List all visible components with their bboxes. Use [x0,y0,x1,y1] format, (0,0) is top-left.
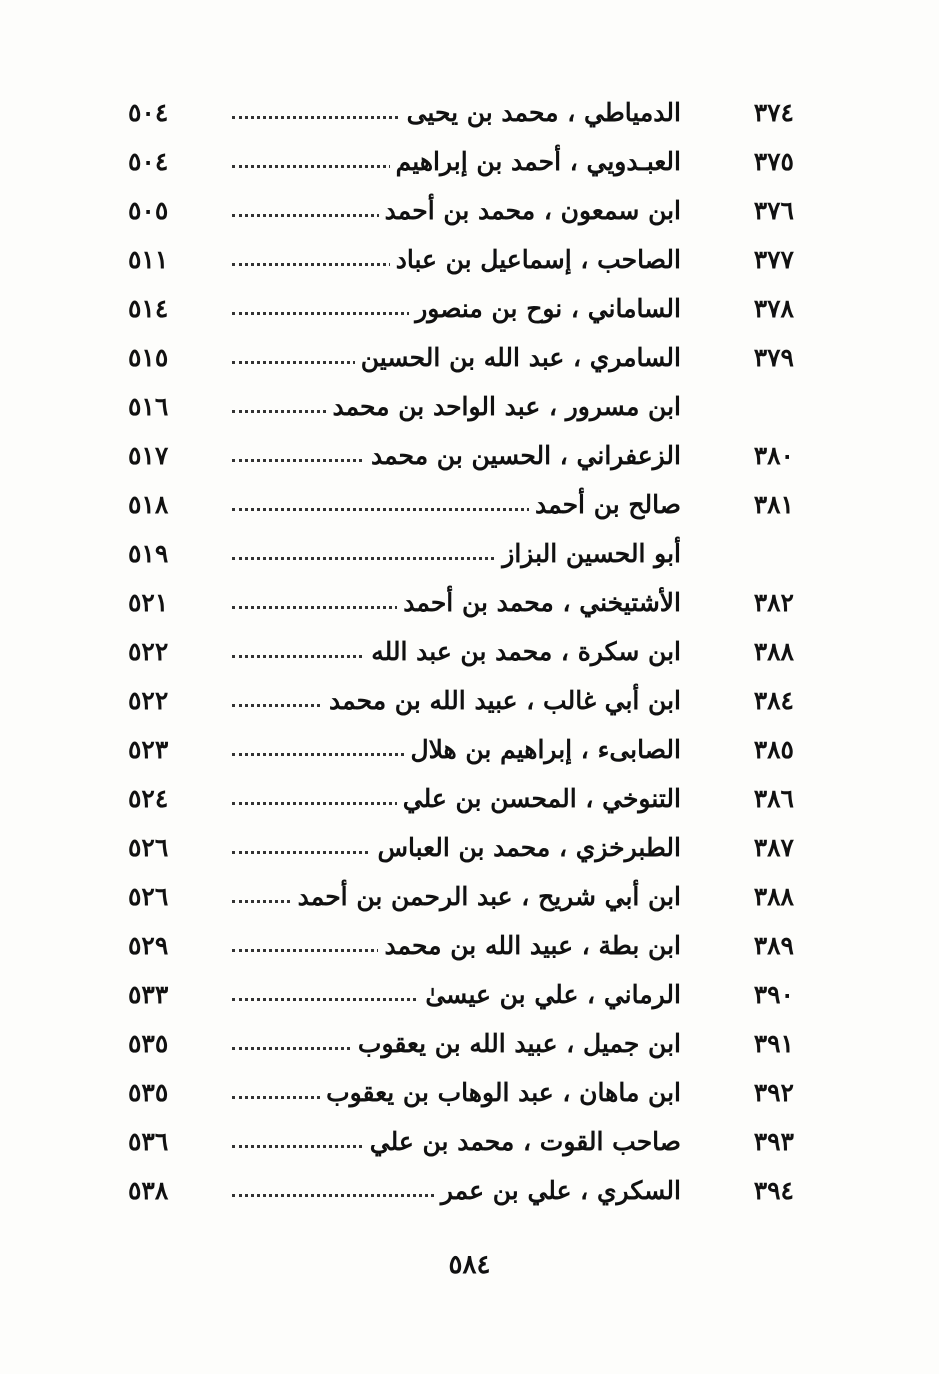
toc-entry [0,976,939,1025]
entry-title: ابن سمعون ، محمد بن أحمد [379,196,681,225]
entry-title: الرماني ، علي بن عيسىٰ [419,980,681,1009]
entry-page: ٥٠٤ [128,147,169,176]
entry-title: ابن سكرة ، محمد بن عبد الله [365,637,681,666]
toc-entry [0,731,939,780]
entry-page: ٥٢٦ [128,882,169,911]
toc-entry [0,682,939,731]
toc-entry [0,927,939,976]
entry-page: ٥١٦ [128,392,169,421]
entry-title: ابن أبي شريح ، عبد الرحمن بن أحمد [292,882,681,911]
entry-title: الساماني ، نوح بن منصور [409,294,681,323]
entry-title: الصابىء ، إبراهيم بن هلال [404,735,681,764]
toc-entry [0,143,939,192]
entry-page: ٥٢١ [128,588,169,617]
toc-entry [0,584,939,633]
toc-entry [0,878,939,927]
entry-number: ٣٨٠ [753,441,794,470]
toc-entry [0,633,939,682]
entry-title: الأشتيخني ، محمد بن أحمد [397,588,681,617]
entry-number: ٣٨٨ [753,882,794,911]
entry-page: ٥١٧ [128,441,169,470]
entry-title: الصاحب ، إسماعيل بن عباد [390,245,681,274]
entry-title: صاحب القوت ، محمد بن علي [364,1127,681,1156]
entry-number: ٣٧٦ [753,196,794,225]
entry-page: ٥٢٢ [128,637,169,666]
entry-title: ابن ماهان ، عبد الوهاب بن يعقوب [320,1078,681,1107]
entry-number: ٣٧٨ [753,294,794,323]
entry-number: ٣٩٠ [753,980,794,1009]
entry-page: ٥١٨ [128,490,169,519]
entry-page: ٥٢٩ [128,931,169,960]
entry-page: ٥٢٤ [128,784,169,813]
toc-entry [0,1172,939,1221]
entry-title: صالح بن أحمد [529,490,681,519]
entry-page: ٥٢٢ [128,686,169,715]
entry-page: ٥٣٨ [128,1176,169,1205]
toc-entry [0,535,939,584]
toc-entry [0,486,939,535]
entry-number: ٣٨٦ [753,784,794,813]
entry-title: ابن أبي غالب ، عبيد الله بن محمد [323,686,681,715]
table-of-contents [0,94,939,1221]
entry-number: ٣٩٣ [753,1127,794,1156]
entry-page: ٥١٥ [128,343,169,372]
entry-page: ٥٣٥ [128,1029,169,1058]
entry-title: الطبرخزي ، محمد بن العباس [371,833,681,862]
entry-number: ٣٨٧ [753,833,794,862]
toc-entry [0,780,939,829]
entry-page: ٥١٤ [128,294,169,323]
entry-page: ٥٣٥ [128,1078,169,1107]
toc-entry [0,241,939,290]
entry-number: ٣٨٢ [753,588,794,617]
entry-number: ٣٨٤ [753,686,794,715]
entry-number: ٣٩١ [753,1029,794,1058]
toc-entry [0,1025,939,1074]
entry-title: السامري ، عبد الله بن الحسين [355,343,681,372]
toc-entry [0,1123,939,1172]
toc-entry [0,829,939,878]
entry-number: ٣٨٩ [753,931,794,960]
entry-number: ٣٧٥ [753,147,794,176]
entry-title: الدمياطي ، محمد بن يحيى [401,98,681,127]
entry-number: ٣٨٥ [753,735,794,764]
entry-title: العبـدويي ، أحمد بن إبراهيم [390,147,681,176]
toc-entry [0,339,939,388]
entry-title: الزعفراني ، الحسين بن محمد [365,441,681,470]
entry-title: ابن مسرور ، عبد الواحد بن محمد [326,392,681,421]
entry-page: ٥٠٤ [128,98,169,127]
entry-page: ٥٠٥ [128,196,169,225]
entry-number: ٣٨١ [753,490,794,519]
page-number: ٥٨٤ [448,1250,491,1280]
entry-page: ٥١١ [128,245,169,274]
entry-title: السكري ، علي بن عمر [435,1176,681,1205]
entry-number: ٣٧٤ [753,98,794,127]
entry-page: ٥٢٦ [128,833,169,862]
entry-number: ٣٨٨ [753,637,794,666]
entry-title: ابن جميل ، عبيد الله بن يعقوب [352,1029,681,1058]
toc-entry [0,290,939,339]
entry-title: أبو الحسين البزاز [496,539,681,568]
entry-title: ابن بطة ، عبيد الله بن محمد [378,931,681,960]
toc-entry [0,437,939,486]
entry-title: التنوخي ، المحسن بن علي [397,784,681,813]
entry-page: ٥١٩ [128,539,169,568]
toc-entry [0,94,939,143]
toc-entry [0,388,939,437]
entry-number: ٣٧٧ [753,245,794,274]
entry-number: ٣٧٩ [753,343,794,372]
entry-page: ٥٢٣ [128,735,169,764]
toc-entry [0,1074,939,1123]
entry-page: ٥٣٦ [128,1127,169,1156]
entry-page: ٥٣٣ [128,980,169,1009]
entry-number: ٣٩٤ [753,1176,794,1205]
entry-number: ٣٩٢ [753,1078,794,1107]
toc-entry [0,192,939,241]
